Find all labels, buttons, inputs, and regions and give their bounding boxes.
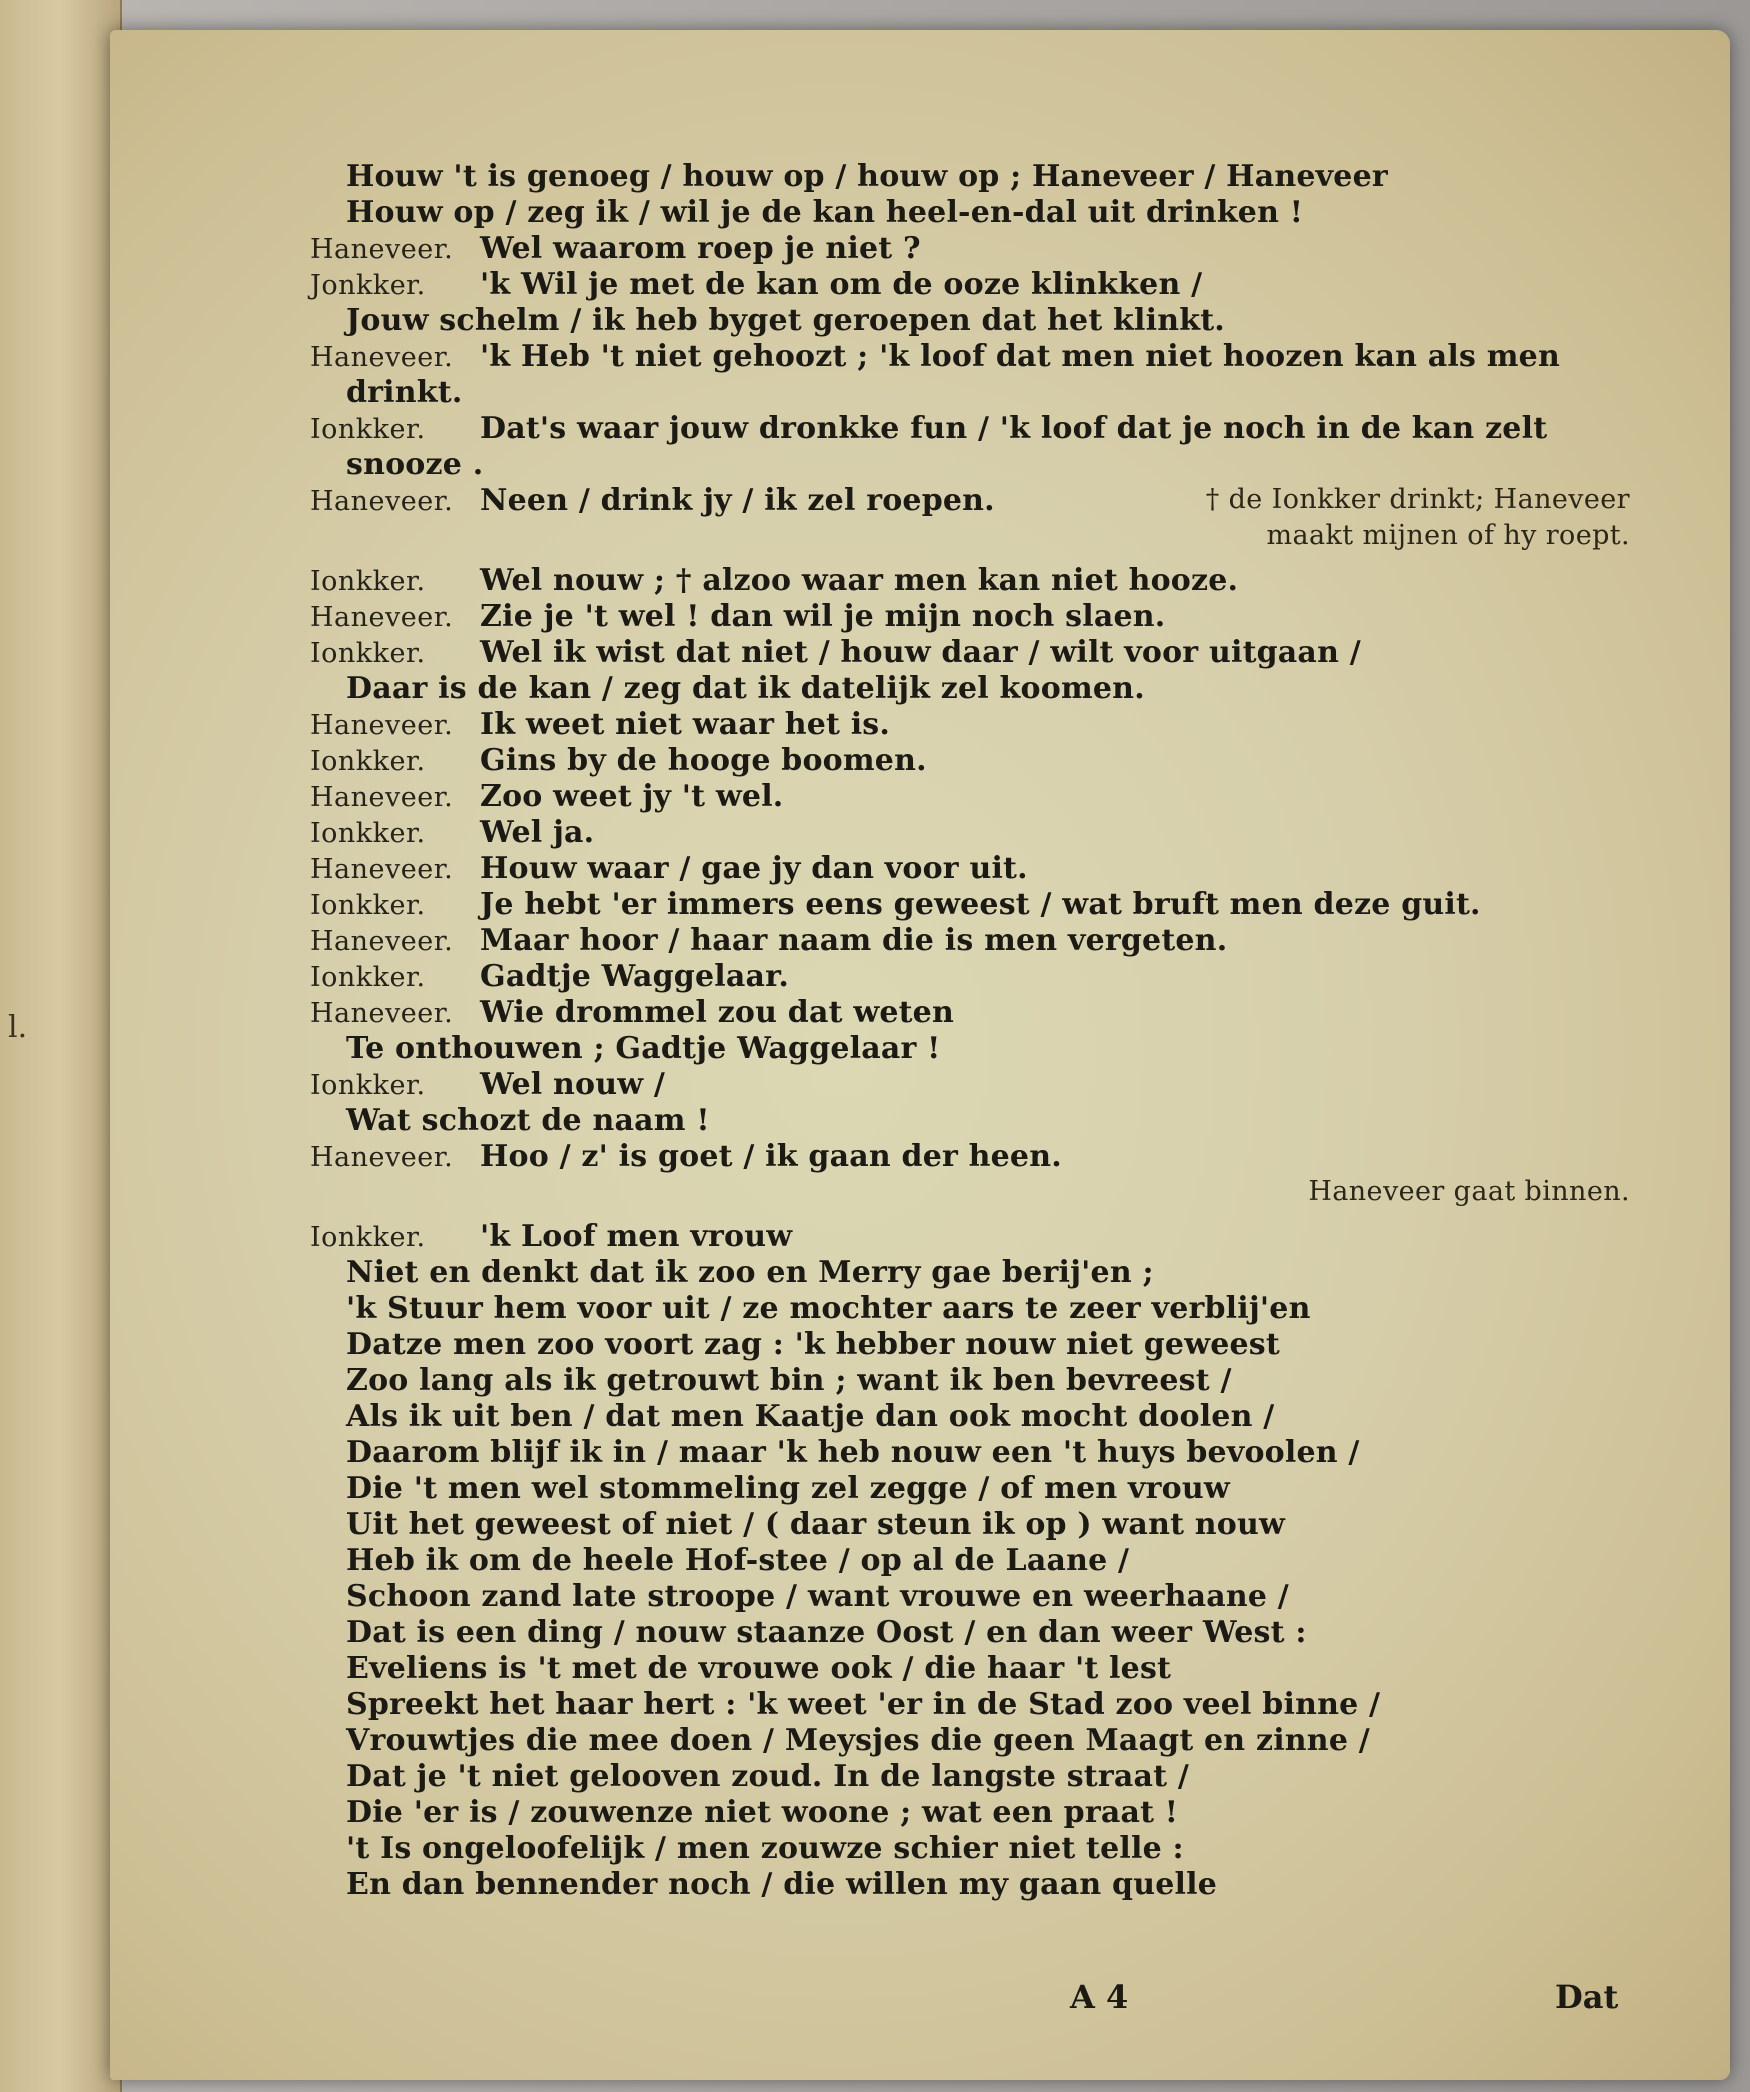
- left-page-mark: l.: [8, 1010, 28, 1045]
- speech-text: Wel waarom roep je niet ?: [480, 231, 921, 266]
- speech-text: Zie je 't wel ! dan wil je mijn noch slaen.: [480, 599, 1166, 634]
- speech-text: Als ik uit ben / dat men Kaatje dan ook mocht doolen /: [346, 1399, 1275, 1434]
- text-line: [310, 850, 1630, 886]
- text-line: [310, 958, 1630, 994]
- speaker-name: Ionkker.: [310, 414, 426, 445]
- speech-text: Je hebt 'er immers eens geweest / wat bruft men deze guit.: [480, 887, 1481, 922]
- book-page: [110, 30, 1730, 2080]
- line-gap: [310, 1210, 1630, 1218]
- speech-text: Wie drommel zou dat weten: [480, 995, 954, 1030]
- text-line: [310, 410, 1630, 446]
- speaker-name: Haneveer.: [310, 926, 454, 957]
- speech-text: Dat je 't niet gelooven zoud. In de langste straat /: [346, 1759, 1189, 1794]
- speech-text: Wel ja.: [480, 815, 595, 850]
- text-line: [310, 1066, 1630, 1102]
- speaker-name: Haneveer.: [310, 854, 454, 885]
- speech-text: Wel nouw /: [480, 1067, 666, 1102]
- text-line: [310, 1218, 1630, 1254]
- speech-text: Wel nouw ; † alzoo waar men kan niet hooze.: [480, 563, 1239, 598]
- speech-text: Wel ik wist dat niet / houw daar / wilt voor uitgaan /: [480, 635, 1361, 670]
- speech-text: Heb ik om de heele Hof-stee / op al de Laane /: [346, 1543, 1130, 1578]
- text-line: [310, 1434, 1630, 1470]
- text-line: [310, 1362, 1630, 1398]
- speaker-name: Haneveer.: [310, 782, 454, 813]
- text-line: [310, 1758, 1630, 1794]
- speech-text: Eveliens is 't met de vrouwe ook / die haar 't lest: [346, 1651, 1172, 1686]
- speech-text: Zoo lang als ik getrouwt bin ; want ik ben bevreest /: [346, 1363, 1232, 1398]
- catchword: Dat: [1555, 1978, 1619, 2016]
- text-line: [310, 266, 1630, 302]
- text-line: [310, 634, 1630, 670]
- text-line: [310, 1650, 1630, 1686]
- speech-text: Hoo / z' is goet / ik gaan der heen.: [480, 1139, 1062, 1174]
- stage-direction: maakt mijnen of hy roept.: [1266, 520, 1630, 551]
- text-line: [310, 886, 1630, 922]
- text-line: [310, 158, 1630, 194]
- text-line: [310, 230, 1630, 266]
- text-line: [310, 1542, 1630, 1578]
- speech-text: 'k Heb 't niet gehoozt ; 'k loof dat men niet hoozen kan als men: [480, 339, 1560, 374]
- text-line: [310, 1506, 1630, 1542]
- speech-text: Wat schozt de naam !: [346, 1103, 710, 1138]
- text-line: [310, 374, 1630, 410]
- speech-text: Ik weet niet waar het is.: [480, 707, 891, 742]
- stage-direction: † de Ionkker drinkt; Haneveer: [1205, 484, 1630, 515]
- speaker-name: Jonkker.: [310, 270, 426, 301]
- text-line: [310, 1578, 1630, 1614]
- signature-mark: A 4: [1070, 1978, 1129, 2016]
- text-line: [310, 194, 1630, 230]
- line-gap: [310, 554, 1630, 562]
- text-line: [310, 742, 1630, 778]
- speech-text: drinkt.: [346, 375, 463, 410]
- speaker-name: Haneveer.: [310, 998, 454, 1029]
- speaker-name: Ionkker.: [310, 962, 426, 993]
- text-line: [310, 1794, 1630, 1830]
- speech-text: Jouw schelm / ik heb byget geroepen dat het klinkt.: [346, 303, 1225, 338]
- speaker-name: Ionkker.: [310, 566, 426, 597]
- speech-text: Dat is een ding / nouw staanze Oost / en dan weer West :: [346, 1615, 1307, 1650]
- speaker-name: Ionkker.: [310, 890, 426, 921]
- text-line: [310, 446, 1630, 482]
- speech-text: Houw op / zeg ik / wil je de kan heel-en-dal uit drinken !: [346, 195, 1304, 230]
- speaker-name: Ionkker.: [310, 1222, 426, 1253]
- text-line: [310, 922, 1630, 958]
- speech-text: Datze men zoo voort zag : 'k hebber nouw niet geweest: [346, 1327, 1280, 1362]
- text-line: [310, 1470, 1630, 1506]
- text-line: [310, 706, 1630, 742]
- speech-text: Daarom blijf ik in / maar 'k heb nouw een 't huys bevoolen /: [346, 1435, 1360, 1470]
- text-line: [310, 598, 1630, 634]
- speech-text: Te onthouwen ; Gadtje Waggelaar !: [346, 1031, 941, 1066]
- text-line: [310, 778, 1630, 814]
- text-line: [310, 1290, 1630, 1326]
- speaker-name: Ionkker.: [310, 746, 426, 777]
- speech-text: Spreekt het haar hert : 'k weet 'er in de Stad zoo veel binne /: [346, 1687, 1381, 1722]
- text-line: [310, 1398, 1630, 1434]
- speech-text: Vrouwtjes die mee doen / Meysjes die geen Maagt en zinne /: [346, 1723, 1370, 1758]
- text-line: [310, 338, 1630, 374]
- stage-direction-line: [310, 518, 1630, 554]
- speech-text: 'k Wil je met de kan om de ooze klinkken /: [480, 267, 1203, 302]
- play-text: [310, 158, 1630, 1902]
- speech-text: Neen / drink jy / ik zel roepen.: [480, 483, 995, 518]
- speech-text: Niet en denkt dat ik zoo en Merry gae berij'en ;: [346, 1255, 1154, 1290]
- speech-text: snooze .: [346, 447, 484, 482]
- speech-text: Uit het geweest of niet / ( daar steun ik op ) want nouw: [346, 1507, 1286, 1542]
- speech-text: Gins by de hooge boomen.: [480, 743, 927, 778]
- speech-text: Maar hoor / haar naam die is men vergeten.: [480, 923, 1228, 958]
- text-line: [310, 1254, 1630, 1290]
- text-line: [310, 302, 1630, 338]
- text-line: [310, 482, 1630, 518]
- text-line: [310, 994, 1630, 1030]
- text-line: [310, 1722, 1630, 1758]
- text-line: [310, 1830, 1630, 1866]
- speech-text: 't Is ongeloofelijk / men zouwze schier niet telle :: [346, 1831, 1184, 1866]
- text-line: [310, 1102, 1630, 1138]
- speaker-name: Ionkker.: [310, 818, 426, 849]
- text-line: [310, 1326, 1630, 1362]
- speech-text: 'k Stuur hem voor uit / ze mochter aars te zeer verblij'en: [346, 1291, 1311, 1326]
- speech-text: Die 't men wel stommeling zel zegge / of men vrouw: [346, 1471, 1230, 1506]
- speaker-name: Haneveer.: [310, 342, 454, 373]
- speech-text: Zoo weet jy 't wel.: [480, 779, 784, 814]
- text-line: [310, 670, 1630, 706]
- speech-text: Houw waar / gae jy dan voor uit.: [480, 851, 1028, 886]
- stage-direction: Haneveer gaat binnen.: [1308, 1176, 1630, 1207]
- speaker-name: Haneveer.: [310, 710, 454, 741]
- speaker-name: Haneveer.: [310, 1142, 454, 1173]
- speech-text: Houw 't is genoeg / houw op / houw op ; Haneveer / Haneveer: [346, 159, 1388, 194]
- text-line: [310, 1614, 1630, 1650]
- speech-text: Schoon zand late stroope / want vrouwe en weerhaane /: [346, 1579, 1289, 1614]
- speech-text: 'k Loof men vrouw: [480, 1219, 793, 1254]
- text-line: [310, 814, 1630, 850]
- stage-direction-line: [310, 1174, 1630, 1210]
- speech-text: Daar is de kan / zeg dat ik datelijk zel koomen.: [346, 671, 1145, 706]
- speaker-name: Haneveer.: [310, 234, 454, 265]
- speaker-name: Ionkker.: [310, 1070, 426, 1101]
- left-page-edge: [0, 0, 122, 2092]
- text-line: [310, 1138, 1630, 1174]
- speech-text: Die 'er is / zouwenze niet woone ; wat een praat !: [346, 1795, 1179, 1830]
- speaker-name: Haneveer.: [310, 602, 454, 633]
- text-line: [310, 1030, 1630, 1066]
- text-line: [310, 1866, 1630, 1902]
- speaker-name: Haneveer.: [310, 486, 454, 517]
- speech-text: Dat's waar jouw dronkke fun / 'k loof dat je noch in de kan zelt: [480, 411, 1548, 446]
- speech-text: Gadtje Waggelaar.: [480, 959, 790, 994]
- text-line: [310, 562, 1630, 598]
- speech-text: En dan bennender noch / die willen my gaan quelle: [346, 1867, 1217, 1902]
- text-line: [310, 1686, 1630, 1722]
- speaker-name: Ionkker.: [310, 638, 426, 669]
